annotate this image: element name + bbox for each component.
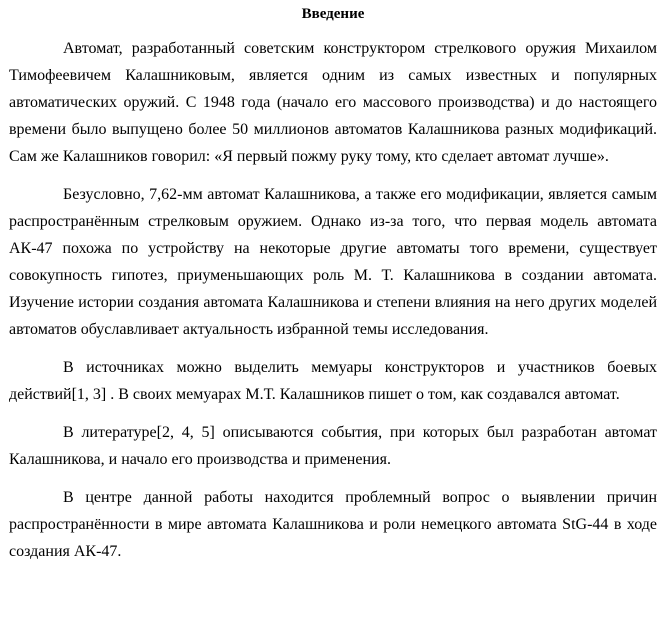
section-title: Введение xyxy=(301,6,365,22)
paragraph-1: Автомат, разработанный советским конструктором стрелкового оружия Михаилом Тимофеевичем Калашниковым, является одним из самых известных и популярных автоматических оружий. С 1948 года (начало его массового производства) и до настоящего времени было выпущено более 50 миллионов автоматов Калашникова разных модификаций. Сам же Калашников говорил: «Я первый пожму руку тому, кто сделает автомат лучше». xyxy=(9,40,657,165)
paragraph-5: В центре данной работы находится проблемный вопрос о выявлении причин распространённости в мире автомата Калашникова и роли немецкого автомата StG-44 в ходе создания АК-47. xyxy=(9,489,658,560)
paragraph-4: В литературе[2, 4, 5] описываются события, при которых был разработан автомат Калашникова, и начало его производства и применения. xyxy=(9,424,657,468)
paragraph-2: Безусловно, 7,62-мм автомат Калашникова, а также его модификации, является самым распространённым стрелковым оружием. Однако из-за того, что первая модель автомата АК-47 похожа по устройству на некоторые другие автоматы того времени, существует совокупность гипотез, приуменьшающих роль М. Т. Калашникова в создании автомата. Изучение истории создания автомата Калашникова и степени влияния на него других моделей автоматов обуславливает актуальность избранной темы исследования. xyxy=(9,186,657,338)
paragraph-3: В источниках можно выделить мемуары конструкторов и участников боевых действий[1, 3] . В своих мемуарах М.Т. Калашников пишет о том, как создавался автомат. xyxy=(9,359,657,403)
